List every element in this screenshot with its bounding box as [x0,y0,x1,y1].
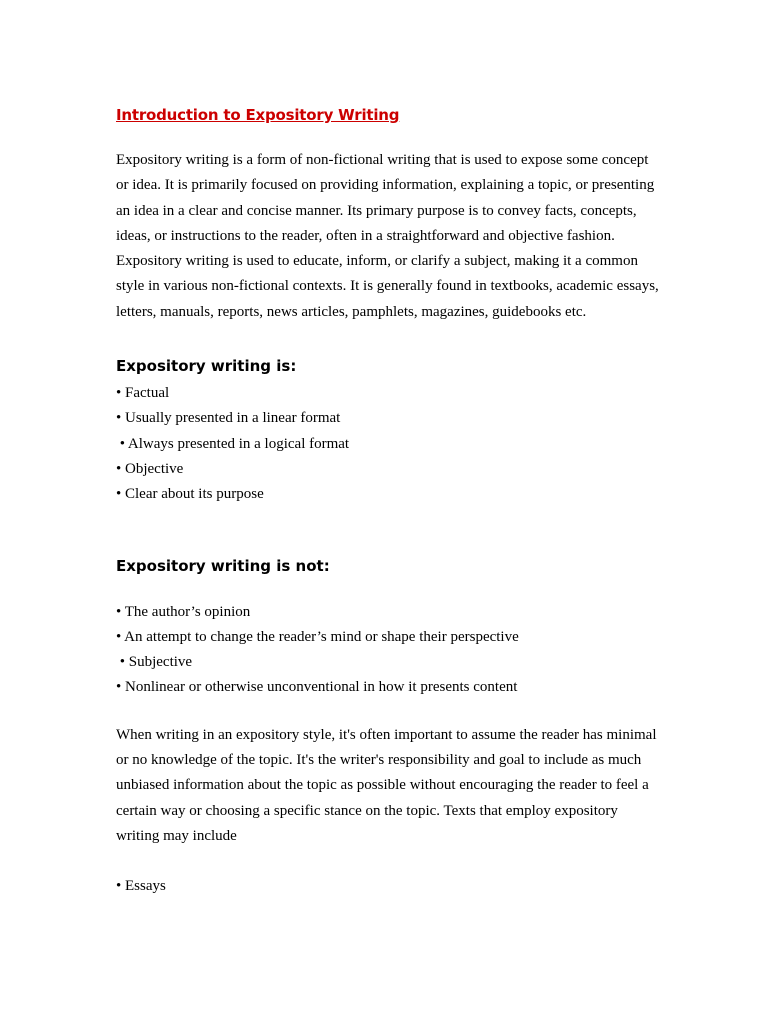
style-paragraph: When writing in an expository style, it's often important to assume the reader has minimal or no knowledge of the topic. It's the writer's responsibility and goal to include as much unbiased information about the topic as possible without encouraging the reader to feel a certain way or choosing a specific stance on the topic. Texts that employ expository writing may include [116,726,657,844]
list-item: • Always presented in a logical format [116,435,350,452]
is-list [116,381,661,507]
document-title: Introduction to Expository Writing [116,106,400,124]
list-item: • Factual [116,385,170,402]
list-item: • Essays [116,878,166,895]
document-page [116,104,661,900]
texts-list [116,874,661,899]
list-item: • The author’s opinion [116,603,251,620]
is-not-heading: Expository writing is not: [116,556,330,575]
list-item: • Usually presented in a linear format [116,410,341,427]
list-item: • Nonlinear or otherwise unconventional in how it presents content [116,679,518,696]
list-item: • Objective [116,460,184,477]
is-heading: Expository writing is: [116,357,297,376]
list-item: • Clear about its purpose [116,486,264,503]
list-item: • Subjective [116,654,193,671]
is-not-list [116,600,661,701]
intro-paragraph: Expository writing is a form of non-fictional writing that is used to expose some concept or idea. It is primarily focused on providing information, explaining a topic, or presenting an idea in a clear and concise manner. Its primary purpose is to convey facts, concepts, ideas, or instructions to the reader, often in a straightforward and objective fashion. Expository writing is used to educate, inform, or clarify a subject, making it a common style in various non-fictional contexts. It is generally found in textbooks, academic essays, letters, manuals, reports, news articles, pamphlets, magazines, guidebooks etc. [116,152,659,320]
list-item: • An attempt to change the reader’s mind or shape their perspective [116,628,519,645]
